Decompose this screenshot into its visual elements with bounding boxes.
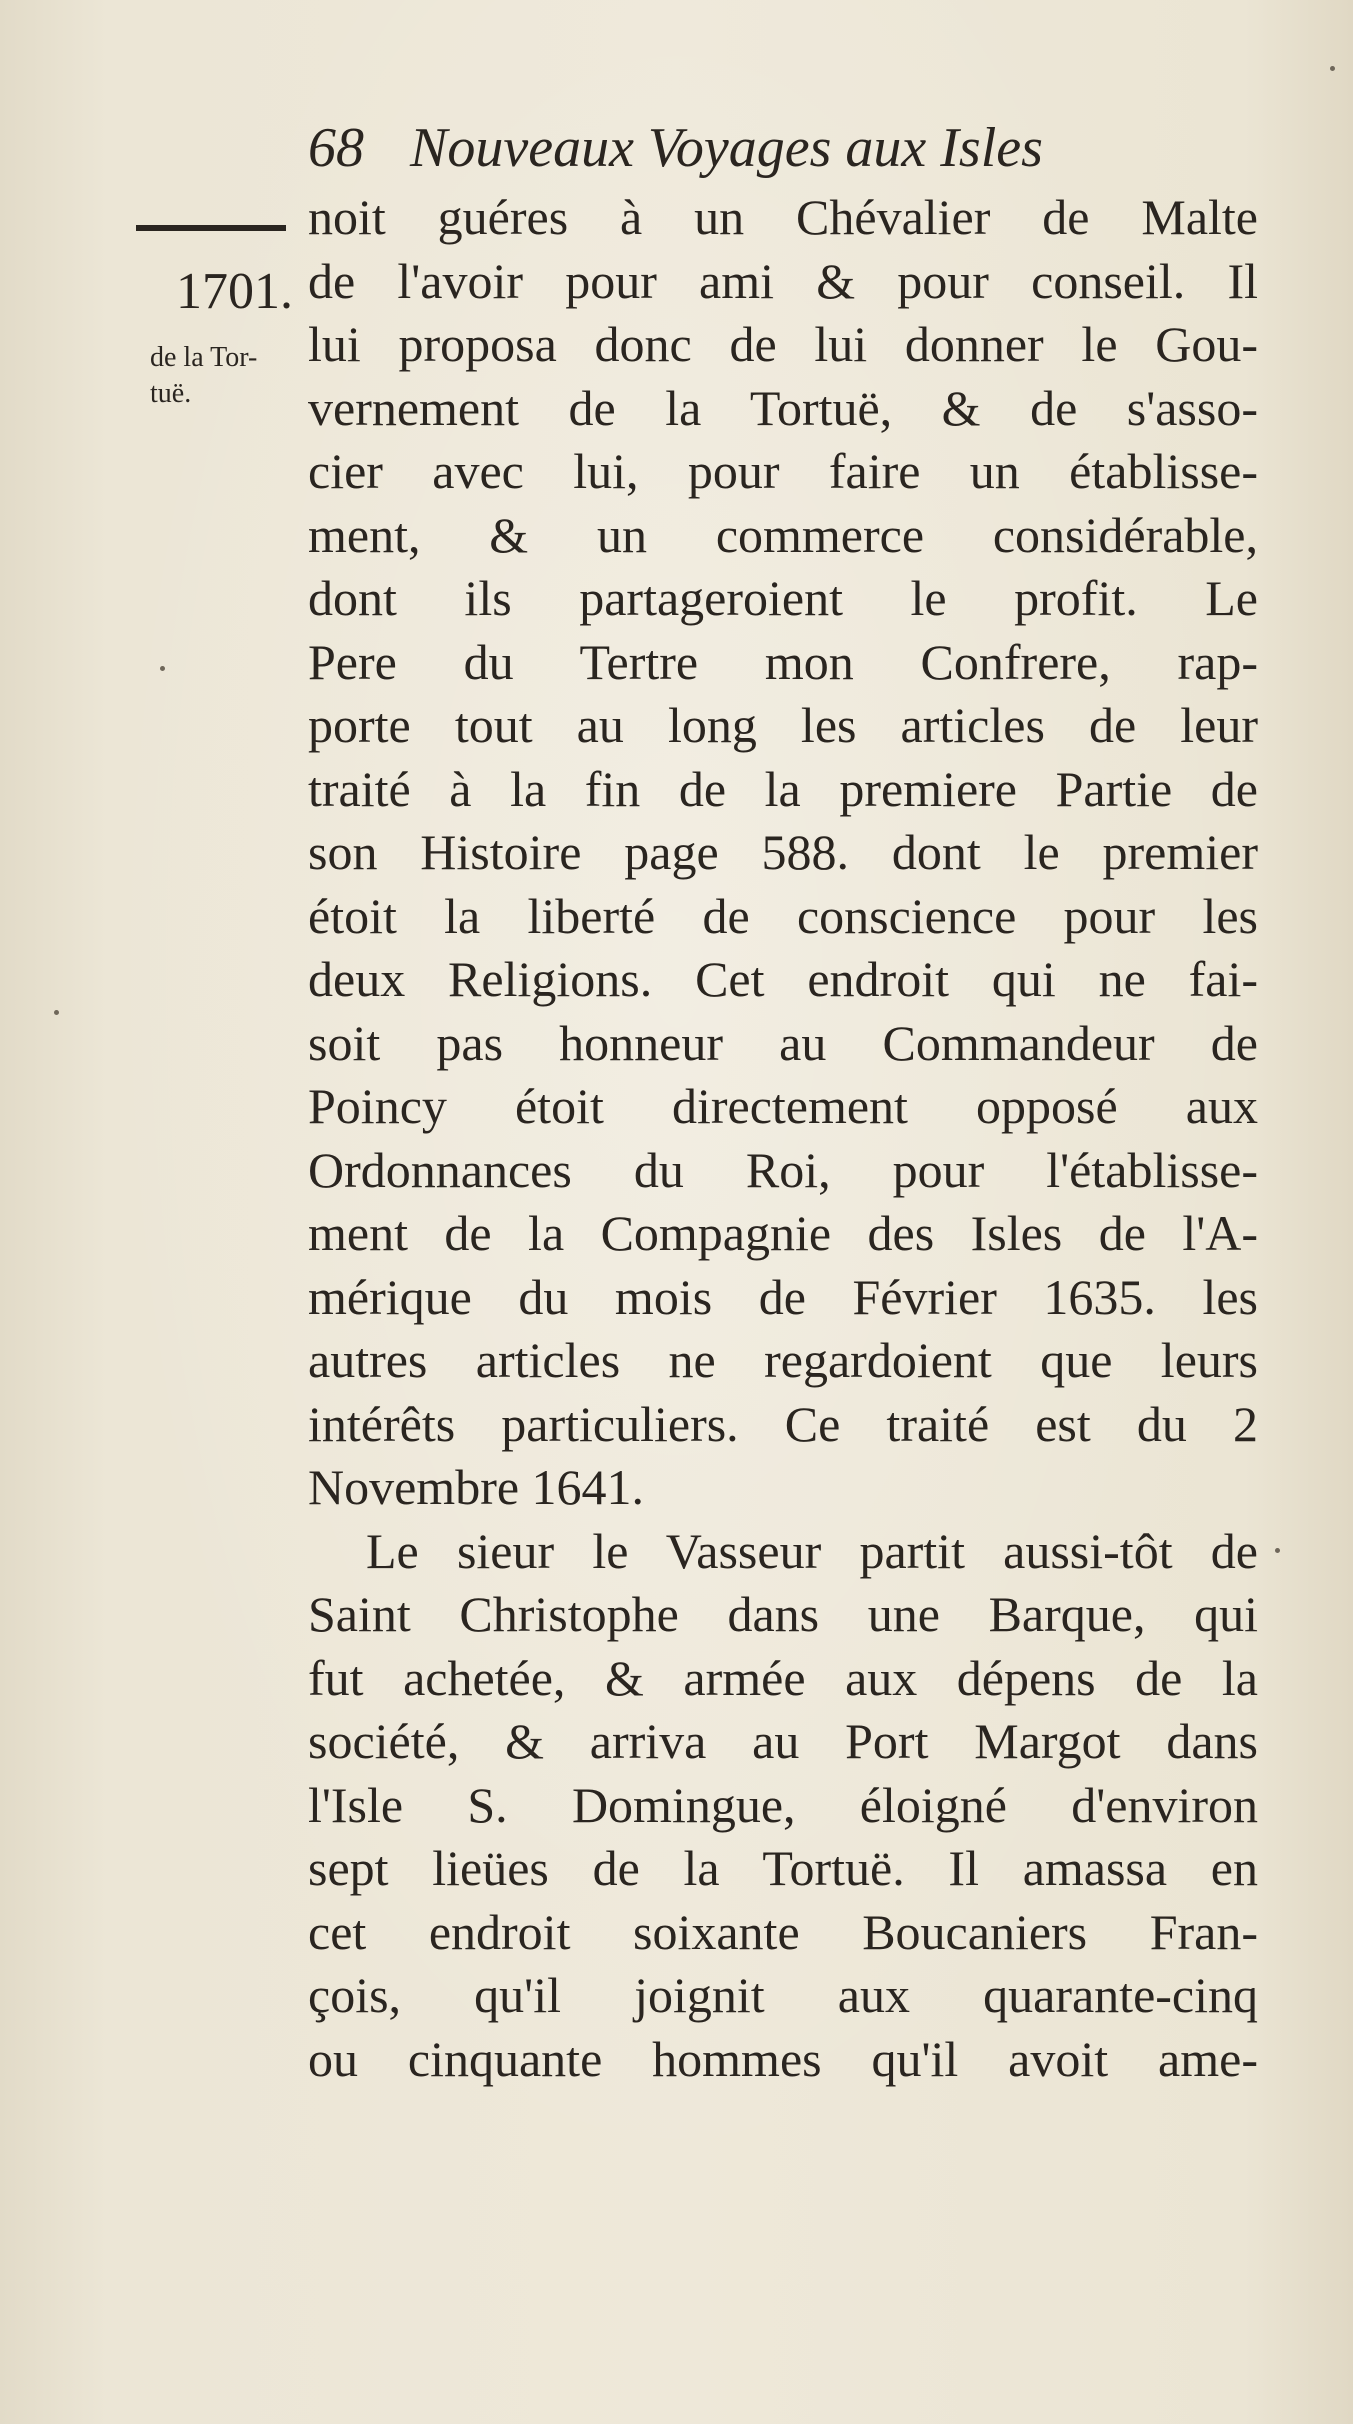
text-line: Pere du Tertre mon Confrere, rap- (308, 633, 1258, 690)
text-line: société, & arriva au Port Margot dans (308, 1713, 1258, 1769)
text-line: Poincy étoit directement opposé aux (308, 1078, 1258, 1134)
text-line: Saint Christophe dans une Barque, qui (308, 1586, 1258, 1642)
paper-speck (160, 666, 165, 671)
text-line: soit pas honneur au Commandeur de (308, 1014, 1258, 1071)
text-line: porte tout au long les articles de leur (308, 697, 1258, 753)
text-line: cier avec lui, pour faire un établisse- (308, 443, 1258, 499)
text-line: autres articles ne regardoient que leurs (308, 1332, 1258, 1388)
text-line: lui proposa donc de lui donner le Gou- (308, 316, 1258, 372)
text-line: l'Isle S. Domingue, éloigné d'environ (308, 1776, 1258, 1833)
paragraph-2 (308, 1520, 1258, 2092)
paper-speck (1275, 1548, 1280, 1553)
marginal-note-line: tuë. (150, 378, 192, 409)
text-line: intérêts particuliers. Ce traité est du 2 (308, 1395, 1258, 1452)
text-line: fut achetée, & armée aux dépens de la (308, 1649, 1258, 1706)
marginal-note-line: de la Tor- (150, 342, 258, 373)
text-line: son Histoire page 588. dont le premier (308, 824, 1258, 880)
body-text (308, 186, 1258, 2091)
text-line: sept lieües de la Tortuë. Il amassa en (308, 1840, 1258, 1896)
text-line: de l'avoir pour ami & pour conseil. Il (308, 252, 1258, 309)
text-line: mérique du mois de Février 1635. les (308, 1268, 1258, 1325)
margin-year: 1701. (176, 263, 293, 320)
running-header (308, 108, 1208, 188)
text-line: cet endroit soixante Boucaniers Fran- (308, 1903, 1258, 1960)
text-line: Novembre 1641. (308, 1459, 645, 1515)
text-line: deux Religions. Cet endroit qui ne fai- (308, 951, 1258, 1007)
text-line: traité à la fin de la premiere Partie de (308, 760, 1258, 817)
paper-speck (54, 1010, 59, 1015)
text-line: Le sieur le Vasseur partit aussi-tôt de (366, 1522, 1258, 1579)
paper-speck (1330, 66, 1335, 71)
text-line: vernement de la Tortuë, & de s'asso- (308, 379, 1258, 436)
catchword-rule (136, 225, 286, 231)
text-line: Ordonnances du Roi, pour l'établisse- (308, 1141, 1258, 1198)
marginal-note (150, 340, 300, 412)
text-line: çois, qu'il joignit aux quarante-cinq (308, 1967, 1258, 2023)
text-line: ou cinquante hommes qu'il avoit ame- (308, 2030, 1258, 2087)
text-line: noit guéres à un Chévalier de Malte (308, 189, 1258, 245)
text-line: étoit la liberté de conscience pour les (308, 887, 1258, 944)
text-line: ment, & un commerce considérable, (308, 506, 1258, 563)
running-title: Nouveaux Voyages aux Isles (410, 117, 1043, 179)
page-number: 68 (308, 117, 364, 179)
text-line: ment de la Compagnie des Isles de l'A- (308, 1205, 1258, 1261)
text-line: dont ils partageroient le profit. Le (308, 570, 1258, 626)
paragraph-1 (308, 186, 1258, 1520)
